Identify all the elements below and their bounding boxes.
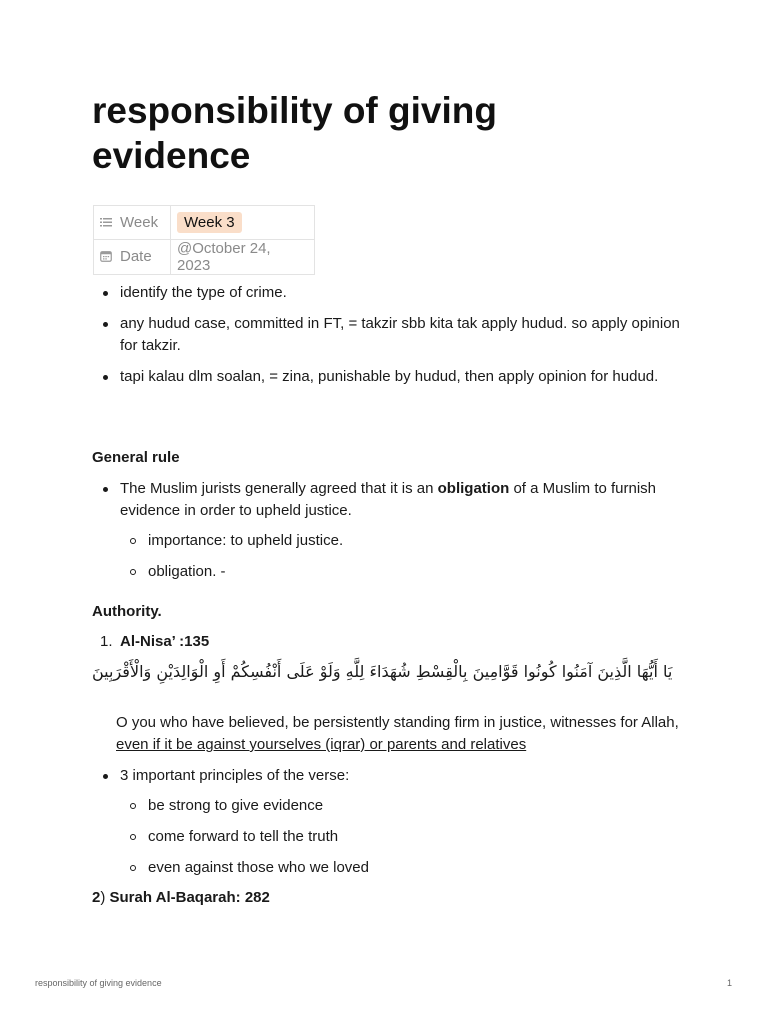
principles-sub-list [92, 795, 682, 888]
page-title: responsibility of giving evidence [92, 90, 497, 176]
date-mention[interactable]: @October 24, 2023 [177, 240, 271, 274]
week-tag[interactable]: Week 3 [177, 212, 242, 233]
general-rule-list [92, 478, 682, 531]
property-label-date: Date [120, 248, 152, 266]
list-item: be strong to give evidence [92, 795, 682, 817]
list-item: obligation. - [92, 561, 682, 583]
list-item: The Muslim jurists generally agreed that it is an obligation of a Muslim to furnish evidence in order to upheld justice. [92, 478, 682, 522]
list-item: even against those who we loved [92, 857, 682, 879]
list-icon [100, 214, 114, 231]
authority-list [92, 631, 682, 653]
property-row-date [94, 240, 315, 275]
principles-list [92, 765, 682, 796]
list-item: any hudud case, committed in FT, = takzir sbb kita tak apply hudud. so apply opinion for takzir. [92, 313, 682, 357]
properties-table [93, 205, 315, 275]
intro-bullet-list [92, 282, 682, 397]
footer-title: responsibility of giving evidence [35, 978, 162, 988]
general-rule-heading: General rule [92, 449, 180, 466]
arabic-verse: يَا أَيُّهَا الَّذِينَ آمَنُوا كُونُوا قَوَّامِينَ بِالْقِسْطِ شُهَدَاءَ لِلَّهِ وَلَوْ عَلَى أَنْفُسِكُمْ أَوِ الْوَالِدَيْنِ وَالْأَقْرَبِينَ [92, 662, 673, 681]
list-item: importance: to upheld justice. [92, 530, 682, 552]
list-item: 3 important principles of the verse: [92, 765, 682, 787]
surah-baqarah-heading: 2) Surah Al-Baqarah: 282 [92, 889, 270, 906]
page-number: 1 [726, 978, 732, 988]
list-item: identify the type of crime. [92, 282, 682, 304]
property-label-week: Week [120, 213, 159, 231]
list-item: 1. Al-Nisa’ :135 [100, 633, 210, 650]
general-rule-sub-list [92, 530, 682, 592]
verse-translation: O you who have believed, be persistently standing firm in justice, witnesses for Allah, even if it be against yourselves (iqrar) or parents and relatives [116, 714, 679, 753]
authority-heading: Authority. [92, 603, 162, 620]
list-item: tapi kalau dlm soalan, = zina, punishable by hudud, then apply opinion for hudud. [92, 366, 682, 388]
property-row-week [94, 206, 315, 240]
list-item: come forward to tell the truth [92, 826, 682, 848]
calendar-icon [100, 249, 114, 266]
